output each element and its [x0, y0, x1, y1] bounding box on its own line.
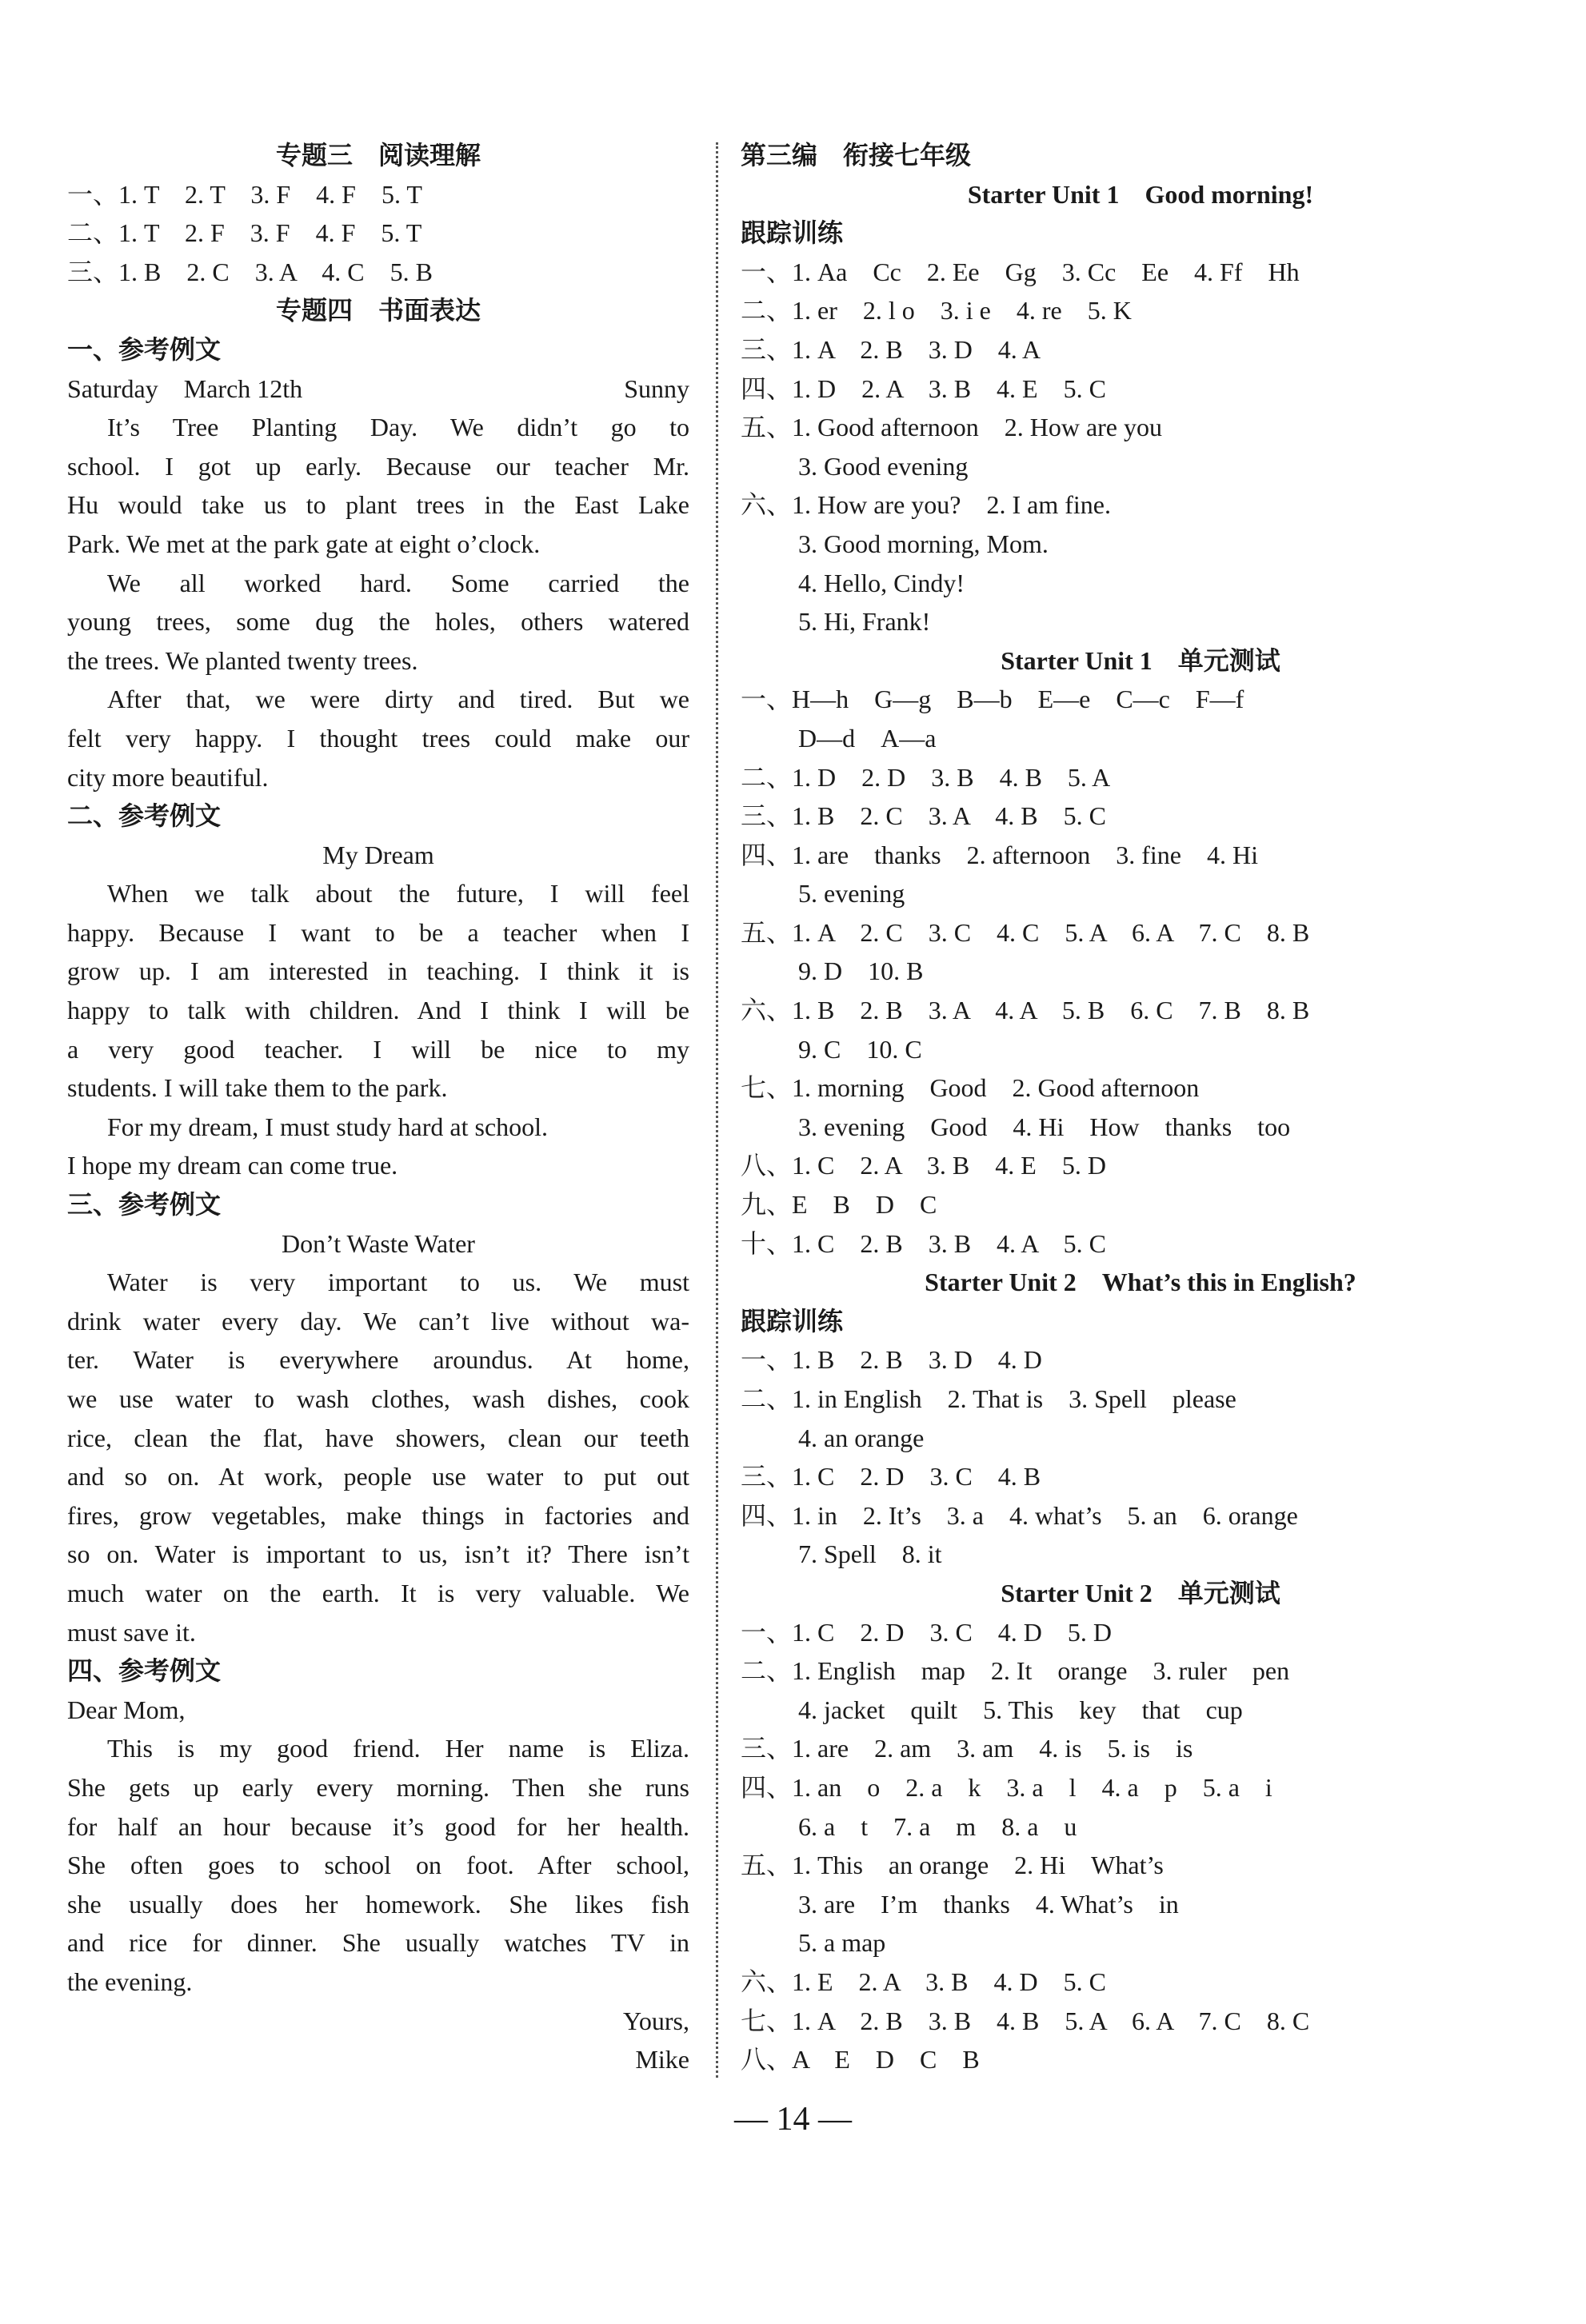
answer-line: 4. an orange — [798, 1423, 925, 1452]
essay-line: the trees. We planted twenty trees. — [67, 645, 418, 675]
answer-line: 七、1. morning Good 2. Good afternoon — [741, 1073, 1200, 1103]
section-heading: Starter Unit 2 What’s this in English? — [925, 1268, 1356, 1297]
section-heading: 二、参考例文 — [67, 801, 222, 831]
answer-line: 3. evening Good 4. Hi How thanks too — [798, 1112, 1291, 1141]
essay-line: When we talk about the future, I will feel — [107, 879, 689, 908]
essay-line: fires, grow vegetables, make things in factories and — [67, 1500, 689, 1530]
section-heading: 跟踪训练 — [741, 1306, 844, 1336]
essay-line: for half an hour because it’s good for her health. — [67, 1811, 689, 1841]
essay-line: After that, we were dirty and tired. But we — [107, 685, 689, 714]
answer-line: 四、1. in 2. It’s 3. a 4. what’s 5. an 6. orange — [741, 1500, 1298, 1530]
answer-line: 五、1. This an orange 2. Hi What’s — [741, 1851, 1164, 1880]
section-heading: 四、参考例文 — [67, 1656, 222, 1686]
essay-line: school. I got up early. Because our teacher Mr. — [67, 451, 689, 481]
essay-line: much water on the earth. It is very valuable. We — [67, 1578, 689, 1607]
section-heading: Starter Unit 1 Good morning! — [967, 179, 1314, 209]
answer-line: 9. D 10. B — [798, 956, 924, 986]
section-heading: 三、参考例文 — [67, 1190, 222, 1220]
answer-line: 四、1. D 2. A 3. B 4. E 5. C — [741, 373, 1106, 403]
answer-line: 5. Hi, Frank! — [798, 607, 931, 637]
essay-line: For my dream, I must study hard at school. — [107, 1112, 549, 1141]
answer-line: 四、1. an o 2. a k 3. a l 4. a p 5. a i — [741, 1772, 1272, 1802]
answer-line: 三、1. C 2. D 3. C 4. B — [741, 1462, 1041, 1491]
essay-line: rice, clean the flat, have showers, clean our teeth — [67, 1423, 689, 1452]
answer-line: 二、1. er 2. l o 3. i e 4. re 5. K — [741, 296, 1132, 325]
answer-line: 六、1. How are you? 2. I am fine. — [741, 490, 1111, 520]
essay-line: She gets up early every morning. Then she runs — [67, 1772, 689, 1802]
section-heading: Starter Unit 2 单元测试 — [1001, 1578, 1280, 1607]
essay-line: and rice for dinner. She usually watches TV in — [67, 1928, 689, 1958]
section-heading: Starter Unit 1 单元测试 — [1001, 645, 1280, 675]
essay-line: This is my good friend. Her name is Eliza. — [107, 1734, 689, 1763]
essay-line: grow up. I am interested in teaching. I think it is — [67, 956, 689, 986]
section-heading: 跟踪训练 — [741, 218, 844, 248]
answer-line: 3. Good evening — [798, 451, 969, 481]
answer-line: 十、1. C 2. B 3. B 4. A 5. C — [741, 1228, 1106, 1258]
section-heading: 专题四 书面表达 — [275, 296, 481, 325]
column-divider — [716, 142, 718, 2078]
letter-signoff: Mike — [635, 2045, 689, 2074]
answer-line: 9. C 10. C — [798, 1034, 922, 1064]
answer-line: 二、1. English map 2. It orange 3. ruler pen — [741, 1656, 1290, 1686]
essay-line: so on. Water is important to us, isn’t it? There isn’t — [67, 1539, 689, 1569]
essay-title: Don’t Waste Water — [282, 1228, 475, 1258]
essay-line: Hu would take us to plant trees in the East Lake — [67, 490, 689, 520]
essay-line: we use water to wash clothes, wash dishes, cook — [67, 1384, 689, 1413]
essay-line: a very good teacher. I will be nice to my — [67, 1034, 689, 1064]
essay-line: young trees, some dug the holes, others watered — [67, 607, 689, 637]
essay-line: It’s Tree Planting Day. We didn’t go to — [107, 413, 689, 442]
essay-line: We all worked hard. Some carried the — [107, 568, 689, 597]
answer-line: 二、1. T 2. F 3. F 4. F 5. T — [67, 218, 422, 248]
answer-line: 一、1. C 2. D 3. C 4. D 5. D — [741, 1617, 1113, 1647]
answer-line: 四、1. are thanks 2. afternoon 3. fine 4. Hi — [741, 840, 1258, 869]
answer-line: 三、1. B 2. C 3. A 4. B 5. C — [741, 801, 1106, 831]
answer-line: 一、H—h G—g B—b E—e C—c F—f — [741, 685, 1244, 714]
answer-line: 六、1. E 2. A 3. B 4. D 5. C — [741, 1967, 1106, 1996]
answer-line: 一、1. B 2. B 3. D 4. D — [741, 1345, 1042, 1375]
left-column — [67, 136, 689, 2079]
answer-line: 一、1. T 2. T 3. F 4. F 5. T — [67, 179, 422, 209]
answer-line: 4. Hello, Cindy! — [798, 568, 965, 597]
answer-line: 3. are I’m thanks 4. What’s in — [798, 1889, 1179, 1919]
answer-line: 二、1. in English 2. That is 3. Spell please — [741, 1384, 1236, 1413]
essay-line: Dear Mom, — [67, 1695, 186, 1724]
answer-line: 九、E B D C — [741, 1190, 937, 1220]
answer-line: 4. jacket quilt 5. This key that cup — [798, 1695, 1243, 1724]
answer-line: D—d A—a — [798, 723, 937, 753]
page-number: — 14 — — [734, 2101, 852, 2138]
essay-line: Park. We met at the park gate at eight o’clock. — [67, 529, 541, 558]
essay-line: Water is very important to us. We must — [107, 1268, 689, 1297]
diary-date: Saturday March 12th — [67, 373, 303, 403]
essay-line: felt very happy. I thought trees could make our — [67, 723, 689, 753]
right-column — [741, 136, 1540, 2079]
answer-line: 一、1. Aa Cc 2. Ee Gg 3. Cc Ee 4. Ff Hh — [741, 257, 1300, 286]
diary-header — [67, 369, 689, 409]
essay-line: happy to talk with children. And I think I will be — [67, 996, 689, 1025]
essay-line: city more beautiful. — [67, 762, 269, 792]
essay-line: She often goes to school on foot. After school, — [67, 1851, 689, 1880]
answer-line: 5. a map — [798, 1928, 886, 1958]
answer-line: 二、1. D 2. D 3. B 4. B 5. A — [741, 762, 1111, 792]
essay-line: must save it. — [67, 1617, 196, 1647]
answer-line: 7. Spell 8. it — [798, 1539, 942, 1569]
answer-line: 八、1. C 2. A 3. B 4. E 5. D — [741, 1151, 1106, 1180]
essay-line: I hope my dream can come true. — [67, 1151, 398, 1180]
answer-line: 七、1. A 2. B 3. B 4. B 5. A 6. A 7. C 8. C — [741, 2006, 1310, 2035]
letter-signoff: Yours, — [622, 2006, 689, 2035]
diary-weather: Sunny — [624, 373, 689, 403]
essay-line: drink water every day. We can’t live without wa- — [67, 1306, 689, 1336]
answer-line: 6. a t 7. a m 8. a u — [798, 1811, 1077, 1841]
essay-line: ter. Water is everywhere aroundus. At home, — [67, 1345, 689, 1375]
essay-line: the evening. — [67, 1967, 193, 1996]
essay-title: My Dream — [322, 840, 434, 869]
answer-line: 三、1. A 2. B 3. D 4. A — [741, 334, 1041, 364]
answer-line: 五、1. Good afternoon 2. How are you — [741, 413, 1163, 442]
essay-line: she usually does her homework. She likes fish — [67, 1889, 689, 1919]
essay-line: students. I will take them to the park. — [67, 1073, 448, 1103]
answer-line: 五、1. A 2. C 3. C 4. C 5. A 6. A 7. C 8. B — [741, 917, 1310, 947]
answer-line: 八、A E D C B — [741, 2045, 980, 2074]
essay-line: and so on. At work, people use water to put out — [67, 1462, 689, 1491]
section-heading: 专题三 阅读理解 — [275, 141, 481, 170]
answer-line: 5. evening — [798, 879, 905, 908]
section-heading: 第三编 衔接七年级 — [741, 141, 972, 170]
answer-line: 六、1. B 2. B 3. A 4. A 5. B 6. C 7. B 8. B — [741, 996, 1310, 1025]
answer-line: 三、1. are 2. am 3. am 4. is 5. is is — [741, 1734, 1193, 1763]
answer-line: 3. Good morning, Mom. — [798, 529, 1049, 558]
essay-line: happy. Because I want to be a teacher when I — [67, 917, 689, 947]
section-heading: 一、参考例文 — [67, 334, 222, 364]
answer-line: 三、1. B 2. C 3. A 4. C 5. B — [67, 257, 433, 286]
